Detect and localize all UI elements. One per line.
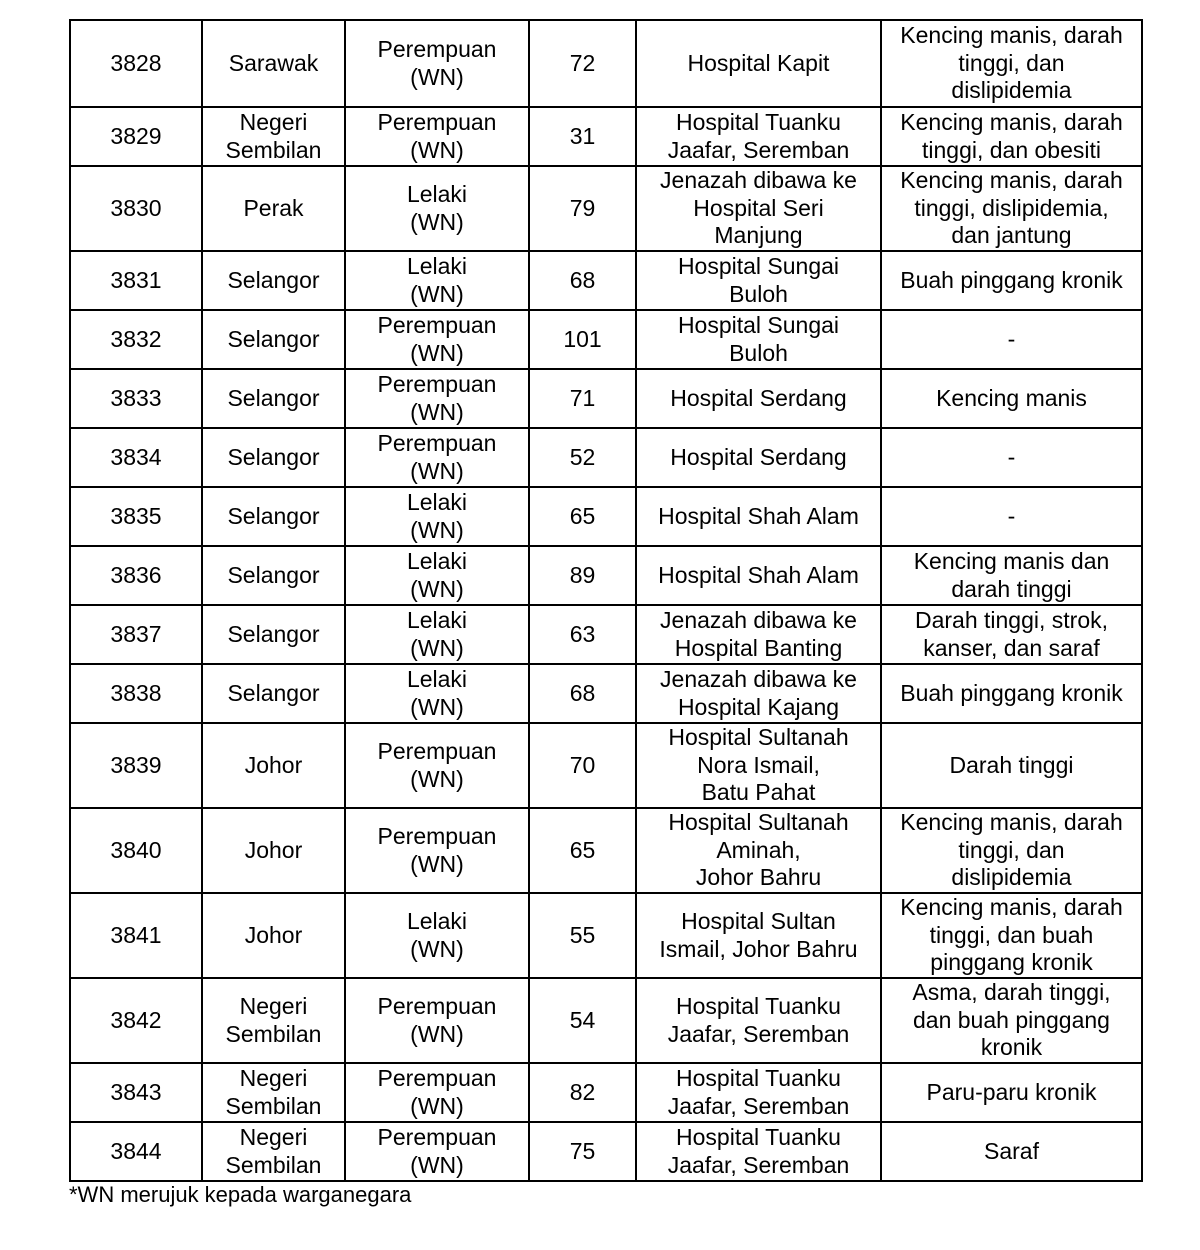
case-number-cell: 3833 <box>70 369 202 428</box>
place-of-death-cell: Hospital Serdang <box>636 369 881 428</box>
comorbidity-cell: Buah pinggang kronik <box>881 664 1142 723</box>
comorbidity-cell: Darah tinggi <box>881 723 1142 808</box>
state-cell: Johor <box>202 723 345 808</box>
gender-cell: Perempuan (WN) <box>345 107 529 166</box>
table-row <box>70 893 1142 978</box>
table-row <box>70 369 1142 428</box>
state-cell: Negeri Sembilan <box>202 978 345 1063</box>
age-cell: 31 <box>529 107 636 166</box>
case-number-cell: 3839 <box>70 723 202 808</box>
case-number-cell: 3832 <box>70 310 202 369</box>
place-of-death-cell: Hospital Sultan Ismail, Johor Bahru <box>636 893 881 978</box>
case-number-cell: 3837 <box>70 605 202 664</box>
case-number-cell: 3842 <box>70 978 202 1063</box>
gender-cell: Perempuan (WN) <box>345 978 529 1063</box>
comorbidity-cell: Kencing manis <box>881 369 1142 428</box>
state-cell: Johor <box>202 893 345 978</box>
case-number-cell: 3828 <box>70 20 202 107</box>
age-cell: 52 <box>529 428 636 487</box>
state-cell: Selangor <box>202 546 345 605</box>
state-cell: Negeri Sembilan <box>202 1063 345 1122</box>
age-cell: 101 <box>529 310 636 369</box>
table-row <box>70 487 1142 546</box>
place-of-death-cell: Hospital Shah Alam <box>636 546 881 605</box>
case-number-cell: 3830 <box>70 166 202 251</box>
state-cell: Perak <box>202 166 345 251</box>
place-of-death-cell: Hospital Sungai Buloh <box>636 310 881 369</box>
age-cell: 65 <box>529 808 636 893</box>
gender-cell: Perempuan (WN) <box>345 369 529 428</box>
table-row <box>70 605 1142 664</box>
case-number-cell: 3843 <box>70 1063 202 1122</box>
table-row <box>70 978 1142 1063</box>
table-row <box>70 20 1142 107</box>
age-cell: 68 <box>529 664 636 723</box>
state-cell: Selangor <box>202 664 345 723</box>
table-row <box>70 1122 1142 1181</box>
place-of-death-cell: Jenazah dibawa ke Hospital Banting <box>636 605 881 664</box>
state-cell: Negeri Sembilan <box>202 107 345 166</box>
place-of-death-cell: Hospital Kapit <box>636 20 881 107</box>
case-number-cell: 3835 <box>70 487 202 546</box>
table-row <box>70 808 1142 893</box>
table-row <box>70 546 1142 605</box>
place-of-death-cell: Hospital Shah Alam <box>636 487 881 546</box>
state-cell: Selangor <box>202 487 345 546</box>
gender-cell: Lelaki (WN) <box>345 487 529 546</box>
comorbidity-cell: - <box>881 428 1142 487</box>
age-cell: 82 <box>529 1063 636 1122</box>
table-row <box>70 664 1142 723</box>
table-row <box>70 428 1142 487</box>
gender-cell: Lelaki (WN) <box>345 893 529 978</box>
state-cell: Selangor <box>202 251 345 310</box>
comorbidity-cell: Saraf <box>881 1122 1142 1181</box>
place-of-death-cell: Hospital Sungai Buloh <box>636 251 881 310</box>
gender-cell: Lelaki (WN) <box>345 251 529 310</box>
place-of-death-cell: Hospital Sultanah Aminah, Johor Bahru <box>636 808 881 893</box>
age-cell: 75 <box>529 1122 636 1181</box>
comorbidity-cell: Darah tinggi, strok, kanser, dan saraf <box>881 605 1142 664</box>
place-of-death-cell: Hospital Sultanah Nora Ismail, Batu Pahat <box>636 723 881 808</box>
gender-cell: Perempuan (WN) <box>345 428 529 487</box>
comorbidity-cell: Kencing manis, darah tinggi, dan buah pinggang kronik <box>881 893 1142 978</box>
place-of-death-cell: Hospital Tuanku Jaafar, Seremban <box>636 107 881 166</box>
place-of-death-cell: Hospital Serdang <box>636 428 881 487</box>
gender-cell: Perempuan (WN) <box>345 1063 529 1122</box>
footnote: *WN merujuk kepada warganegara <box>69 1182 412 1207</box>
gender-cell: Lelaki (WN) <box>345 166 529 251</box>
age-cell: 89 <box>529 546 636 605</box>
case-number-cell: 3841 <box>70 893 202 978</box>
age-cell: 68 <box>529 251 636 310</box>
case-number-cell: 3836 <box>70 546 202 605</box>
place-of-death-cell: Jenazah dibawa ke Hospital Seri Manjung <box>636 166 881 251</box>
age-cell: 55 <box>529 893 636 978</box>
gender-cell: Perempuan (WN) <box>345 723 529 808</box>
state-cell: Johor <box>202 808 345 893</box>
age-cell: 63 <box>529 605 636 664</box>
state-cell: Sarawak <box>202 20 345 107</box>
death-cases-table <box>69 19 1143 1182</box>
table-row <box>70 107 1142 166</box>
gender-cell: Lelaki (WN) <box>345 605 529 664</box>
place-of-death-cell: Jenazah dibawa ke Hospital Kajang <box>636 664 881 723</box>
comorbidity-cell: Kencing manis, darah tinggi, dan dislipidemia <box>881 20 1142 107</box>
place-of-death-cell: Hospital Tuanku Jaafar, Seremban <box>636 1122 881 1181</box>
age-cell: 79 <box>529 166 636 251</box>
comorbidity-cell: Kencing manis dan darah tinggi <box>881 546 1142 605</box>
case-number-cell: 3829 <box>70 107 202 166</box>
state-cell: Selangor <box>202 605 345 664</box>
comorbidity-cell: Kencing manis, darah tinggi, dan obesiti <box>881 107 1142 166</box>
gender-cell: Lelaki (WN) <box>345 664 529 723</box>
age-cell: 70 <box>529 723 636 808</box>
comorbidity-cell: Buah pinggang kronik <box>881 251 1142 310</box>
state-cell: Selangor <box>202 428 345 487</box>
comorbidity-cell: Asma, darah tinggi, dan buah pinggang kronik <box>881 978 1142 1063</box>
case-number-cell: 3834 <box>70 428 202 487</box>
age-cell: 54 <box>529 978 636 1063</box>
state-cell: Negeri Sembilan <box>202 1122 345 1181</box>
case-number-cell: 3840 <box>70 808 202 893</box>
table-row <box>70 166 1142 251</box>
comorbidity-cell: - <box>881 487 1142 546</box>
state-cell: Selangor <box>202 369 345 428</box>
comorbidity-cell: Paru-paru kronik <box>881 1063 1142 1122</box>
state-cell: Selangor <box>202 310 345 369</box>
comorbidity-cell: Kencing manis, darah tinggi, dan dislipidemia <box>881 808 1142 893</box>
place-of-death-cell: Hospital Tuanku Jaafar, Seremban <box>636 1063 881 1122</box>
case-number-cell: 3844 <box>70 1122 202 1181</box>
age-cell: 65 <box>529 487 636 546</box>
comorbidity-cell: Kencing manis, darah tinggi, dislipidemia, dan jantung <box>881 166 1142 251</box>
comorbidity-cell: - <box>881 310 1142 369</box>
age-cell: 71 <box>529 369 636 428</box>
table-body <box>70 20 1142 1181</box>
table-row <box>70 1063 1142 1122</box>
case-number-cell: 3838 <box>70 664 202 723</box>
gender-cell: Lelaki (WN) <box>345 546 529 605</box>
table-row <box>70 723 1142 808</box>
gender-cell: Perempuan (WN) <box>345 20 529 107</box>
age-cell: 72 <box>529 20 636 107</box>
gender-cell: Perempuan (WN) <box>345 310 529 369</box>
gender-cell: Perempuan (WN) <box>345 808 529 893</box>
case-number-cell: 3831 <box>70 251 202 310</box>
table-row <box>70 310 1142 369</box>
table-row <box>70 251 1142 310</box>
place-of-death-cell: Hospital Tuanku Jaafar, Seremban <box>636 978 881 1063</box>
gender-cell: Perempuan (WN) <box>345 1122 529 1181</box>
